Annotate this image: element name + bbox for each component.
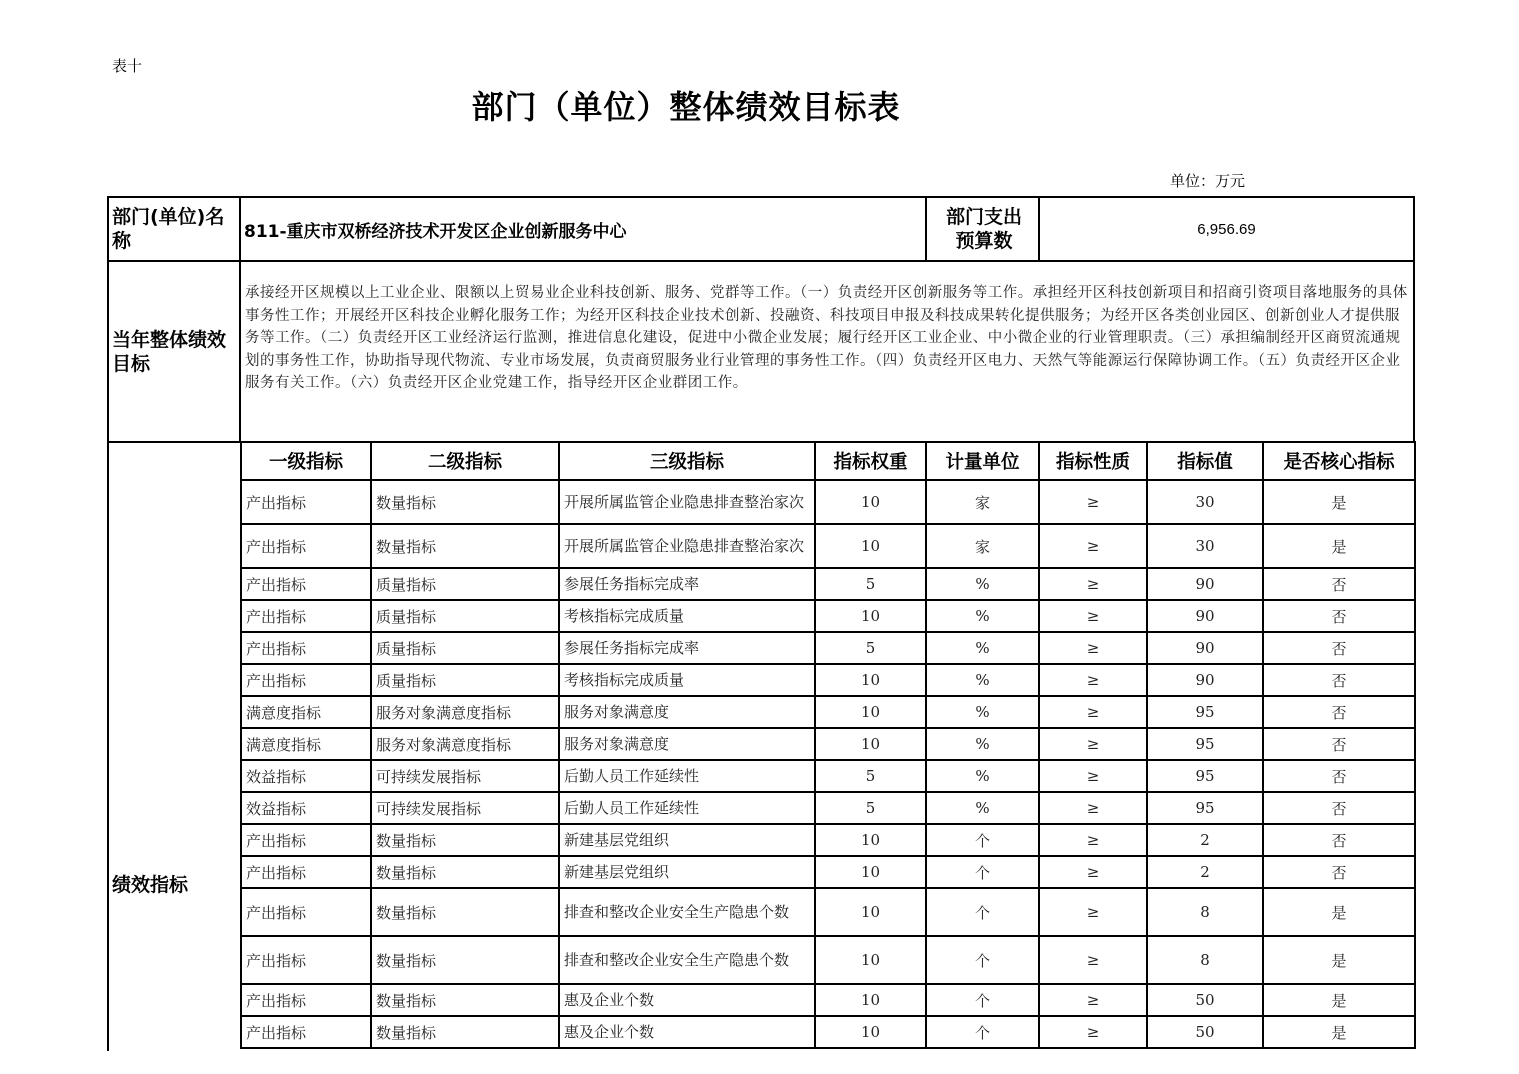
table-row (241, 696, 1415, 728)
table-cell: 数量指标 (371, 824, 559, 856)
table-cell: 10 (815, 600, 926, 632)
table-cell: ≥ (1039, 480, 1147, 524)
table-cell: ≥ (1039, 632, 1147, 664)
table-cell: 产出指标 (241, 984, 371, 1016)
table-cell: 数量指标 (371, 888, 559, 936)
table-cell: 否 (1263, 568, 1415, 600)
table-row (241, 480, 1415, 524)
table-row (241, 888, 1415, 936)
table-cell: ≥ (1039, 888, 1147, 936)
table-cell: 服务对象满意度 (559, 728, 815, 760)
table-cell: 服务对象满意度指标 (371, 696, 559, 728)
table-cell: 10 (815, 524, 926, 568)
table-cell: 参展任务指标完成率 (559, 632, 815, 664)
table-cell: 开展所属监管企业隐患排查整治家次 (559, 524, 815, 568)
table-row (241, 600, 1415, 632)
table-row (241, 984, 1415, 1016)
table-cell: 排查和整改企业安全生产隐患个数 (559, 936, 815, 984)
table-cell: 个 (926, 936, 1039, 984)
table-cell: 8 (1147, 936, 1263, 984)
table-cell: 10 (815, 664, 926, 696)
table-cell: 否 (1263, 600, 1415, 632)
table-cell: 可持续发展指标 (371, 792, 559, 824)
table-cell: 95 (1147, 696, 1263, 728)
table-number: 表十 (112, 57, 143, 75)
table-cell: 产出指标 (241, 936, 371, 984)
table-cell: 产出指标 (241, 664, 371, 696)
table-cell: 质量指标 (371, 632, 559, 664)
table-cell: 5 (815, 760, 926, 792)
table-cell: 满意度指标 (241, 728, 371, 760)
table-cell: 个 (926, 984, 1039, 1016)
table-cell: ≥ (1039, 524, 1147, 568)
page-title: 部门（单位）整体绩效目标表 (471, 88, 901, 126)
dept-name-label: 部门(单位)名称 (112, 206, 225, 252)
table-row (241, 824, 1415, 856)
table-cell: 是 (1263, 480, 1415, 524)
table-cell: ≥ (1039, 760, 1147, 792)
table-row (241, 728, 1415, 760)
table-cell: ≥ (1039, 664, 1147, 696)
table-row (241, 792, 1415, 824)
table-cell: 新建基层党组织 (559, 824, 815, 856)
table-cell: 满意度指标 (241, 696, 371, 728)
col-header: 一级指标 (241, 442, 371, 480)
budget-label: 部门支出预算数 (945, 206, 1022, 252)
table-cell: 服务对象满意度指标 (371, 728, 559, 760)
table-cell: 惠及企业个数 (559, 1016, 815, 1048)
table-cell: 10 (815, 984, 926, 1016)
column-divider (239, 196, 241, 443)
table-cell: ≥ (1039, 792, 1147, 824)
table-cell: 家 (926, 480, 1039, 524)
table-cell: 个 (926, 824, 1039, 856)
table-cell: % (926, 728, 1039, 760)
row-divider (107, 260, 1415, 262)
table-row (241, 568, 1415, 600)
table-cell: ≥ (1039, 728, 1147, 760)
table-cell: 95 (1147, 792, 1263, 824)
table-cell: 2 (1147, 824, 1263, 856)
table-cell: 质量指标 (371, 568, 559, 600)
table-row (241, 936, 1415, 984)
table-cell: % (926, 600, 1039, 632)
table-cell: ≥ (1039, 936, 1147, 984)
col-header: 二级指标 (371, 442, 559, 480)
table-cell: 是 (1263, 1016, 1415, 1048)
table-cell: 10 (815, 728, 926, 760)
table-cell: 惠及企业个数 (559, 984, 815, 1016)
table-cell: 否 (1263, 728, 1415, 760)
table-cell: 服务对象满意度 (559, 696, 815, 728)
table-cell: 考核指标完成质量 (559, 600, 815, 632)
table-cell: 数量指标 (371, 524, 559, 568)
table-cell: 后勤人员工作延续性 (559, 760, 815, 792)
dept-name-value: 811-重庆市双桥经济技术开发区企业创新服务中心 (244, 221, 627, 242)
table-cell: 否 (1263, 792, 1415, 824)
col-header: 指标值 (1147, 442, 1263, 480)
table-cell: 90 (1147, 568, 1263, 600)
table-cell: % (926, 760, 1039, 792)
table-cell: 30 (1147, 524, 1263, 568)
table-cell: 50 (1147, 1016, 1263, 1048)
table-cell: 产出指标 (241, 480, 371, 524)
table-cell: 个 (926, 888, 1039, 936)
table-cell: 考核指标完成质量 (559, 664, 815, 696)
table-cell: 30 (1147, 480, 1263, 524)
table-cell: 产出指标 (241, 632, 371, 664)
table-cell: 是 (1263, 984, 1415, 1016)
table-cell: 否 (1263, 696, 1415, 728)
table-cell: 10 (815, 936, 926, 984)
table-cell: % (926, 792, 1039, 824)
table-cell: ≥ (1039, 600, 1147, 632)
col-header: 指标性质 (1039, 442, 1147, 480)
table-cell: 10 (815, 856, 926, 888)
table-cell: 产出指标 (241, 600, 371, 632)
table-cell: 95 (1147, 760, 1263, 792)
table-cell: 效益指标 (241, 760, 371, 792)
table-cell: 5 (815, 632, 926, 664)
table-cell: 90 (1147, 664, 1263, 696)
table-cell: 否 (1263, 824, 1415, 856)
table-cell: 是 (1263, 888, 1415, 936)
table-cell: ≥ (1039, 856, 1147, 888)
table-cell: 5 (815, 792, 926, 824)
table-cell: 产出指标 (241, 856, 371, 888)
table-row (241, 856, 1415, 888)
table-cell: 开展所属监管企业隐患排查整治家次 (559, 480, 815, 524)
table-cell: 可持续发展指标 (371, 760, 559, 792)
table-cell: % (926, 696, 1039, 728)
table-row (241, 760, 1415, 792)
table-cell: % (926, 632, 1039, 664)
table-cell: 8 (1147, 888, 1263, 936)
table-cell: % (926, 568, 1039, 600)
table-cell: 10 (815, 888, 926, 936)
table-cell: 数量指标 (371, 480, 559, 524)
table-cell: 数量指标 (371, 984, 559, 1016)
unit-note: 单位：万元 (1170, 172, 1246, 190)
table-cell: 质量指标 (371, 664, 559, 696)
table-cell: 50 (1147, 984, 1263, 1016)
budget-value: 6,956.69 (1197, 220, 1256, 238)
table-cell: 数量指标 (371, 936, 559, 984)
table-header-row (241, 442, 1415, 480)
table-cell: 产出指标 (241, 568, 371, 600)
column-divider (925, 196, 927, 261)
table-cell: 95 (1147, 728, 1263, 760)
table-cell: 质量指标 (371, 600, 559, 632)
table-cell: 90 (1147, 600, 1263, 632)
col-header: 是否核心指标 (1263, 442, 1415, 480)
col-header: 指标权重 (815, 442, 926, 480)
annual-goal-text: 承接经开区规模以上工业企业、限额以上贸易业企业科技创新、服务、党群等工作。（一）负责经开区创新服务等工作。承担经开区科技创新项目和招商引资项目落地服务的具体事务性工作；开展经开区科技企业孵化服务工作；为经开区科技企业技术创新、投融资、科技项目申报及科技成果转化提供服务；为经开区各类创业园区、创新创业人才提供服务等工作。（二）负责经开区工业经济运行监测，推进信息化建设，促进中小微企业发展；履行经开区工业企业、中小微企业的行业管理职责。（三）承担编制经开区商贸流通规划的事务性工作，协助指导现代物流、专业市场发展，负责商贸服务业行业管理的事务性工作。（四）负责经开区电力、天然气等能源运行保障协调工作。（五）负责经开区企业服务有关工作。（六）负责经开区企业党建工作，指导经开区企业群团工作。 (245, 285, 1408, 391)
table-cell: 10 (815, 824, 926, 856)
table-cell: ≥ (1039, 984, 1147, 1016)
table-cell: ≥ (1039, 1016, 1147, 1048)
table-cell: 新建基层党组织 (559, 856, 815, 888)
table-cell: ≥ (1039, 696, 1147, 728)
table-cell: 10 (815, 1016, 926, 1048)
table-cell: 否 (1263, 760, 1415, 792)
table-cell: 2 (1147, 856, 1263, 888)
table-cell: 是 (1263, 524, 1415, 568)
table-cell: 否 (1263, 632, 1415, 664)
left-border (107, 441, 109, 1051)
table-row (241, 664, 1415, 696)
table-cell: 数量指标 (371, 856, 559, 888)
table-row (241, 1016, 1415, 1048)
annual-goal-label: 当年整体绩效目标 (112, 329, 227, 375)
table-row (241, 632, 1415, 664)
table-cell: 个 (926, 1016, 1039, 1048)
table-cell: ≥ (1039, 824, 1147, 856)
table-cell: 排查和整改企业安全生产隐患个数 (559, 888, 815, 936)
table-cell: 10 (815, 480, 926, 524)
table-cell: 产出指标 (241, 888, 371, 936)
table-cell: 5 (815, 568, 926, 600)
table-cell: 效益指标 (241, 792, 371, 824)
table-cell: ≥ (1039, 568, 1147, 600)
col-header: 计量单位 (926, 442, 1039, 480)
table-cell: 90 (1147, 632, 1263, 664)
table-cell: 家 (926, 524, 1039, 568)
table-cell: 个 (926, 856, 1039, 888)
col-header: 三级指标 (559, 442, 815, 480)
table-cell: % (926, 664, 1039, 696)
metrics-label: 绩效指标 (112, 874, 189, 896)
table-cell: 是 (1263, 936, 1415, 984)
table-cell: 后勤人员工作延续性 (559, 792, 815, 824)
table-cell: 产出指标 (241, 1016, 371, 1048)
table-cell: 产出指标 (241, 524, 371, 568)
table-cell: 否 (1263, 664, 1415, 696)
table-cell: 产出指标 (241, 824, 371, 856)
table-cell: 10 (815, 696, 926, 728)
table-row (241, 524, 1415, 568)
metrics-table (240, 441, 1416, 1049)
table-cell: 参展任务指标完成率 (559, 568, 815, 600)
table-cell: 数量指标 (371, 1016, 559, 1048)
table-cell: 否 (1263, 856, 1415, 888)
